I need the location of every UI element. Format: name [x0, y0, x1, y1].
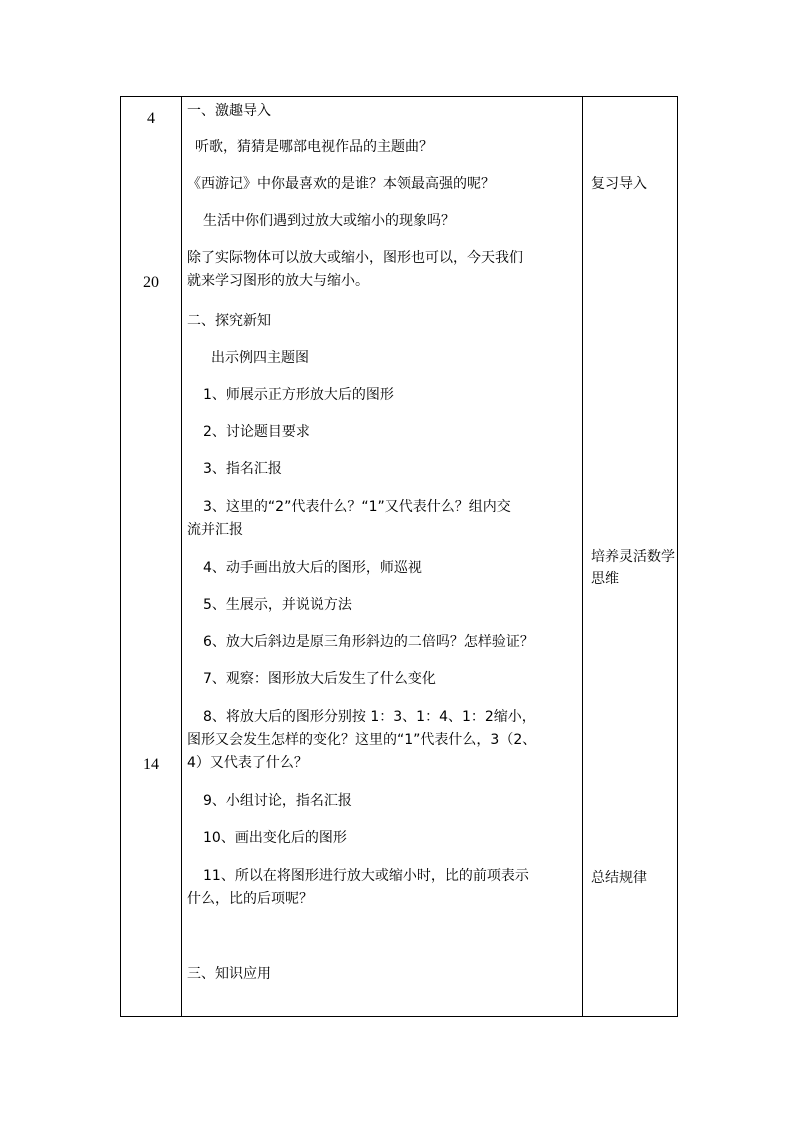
content-line: 生活中你们遇到过放大或缩小的现象吗？ — [203, 213, 455, 229]
note-cell-1: 复习导入 — [591, 176, 647, 192]
list-item: 4）又代表了什么？ — [187, 755, 308, 771]
list-item: 1、师展示正方形放大后的图形 — [203, 387, 394, 403]
list-item: 流并汇报 — [187, 522, 243, 538]
column-divider-time — [181, 97, 182, 1016]
list-item: 10、画出变化后的图形 — [203, 830, 347, 846]
section-heading-intro: 一、激趣导入 — [187, 103, 271, 119]
section-heading-explore: 二、探究新知 — [187, 313, 271, 329]
section-heading-apply: 三、知识应用 — [187, 966, 271, 982]
list-item: 2、讨论题目要求 — [203, 424, 310, 440]
list-item: 3、这里的“2”代表什么？“1”又代表什么？组内交 — [203, 499, 511, 515]
content-line: 出示例四主题图 — [211, 350, 309, 366]
content-line: 听歌，猜猜是哪部电视作品的主题曲？ — [195, 139, 433, 155]
list-item: 4、动手画出放大后的图形，师巡视 — [203, 560, 422, 576]
list-item: 3、指名汇报 — [203, 461, 282, 477]
content-line: 就来学习图形的放大与缩小。 — [187, 273, 369, 289]
list-item: 8、将放大后的图形分别按 1：3、1：4、1：2缩小， — [203, 709, 536, 725]
lesson-plan-table — [120, 96, 678, 1017]
list-item: 11、所以在将图形进行放大或缩小时，比的前项表示 — [203, 868, 529, 884]
time-cell-1: 4 — [147, 110, 155, 127]
list-item: 7、观察：图形放大后发生了什么变化 — [203, 671, 436, 687]
column-divider-notes — [582, 97, 583, 1016]
time-cell-3: 14 — [143, 756, 159, 773]
time-cell-2: 20 — [143, 274, 159, 291]
note-cell-2: 培养灵活数学思维 — [591, 549, 675, 587]
list-item: 图形又会发生怎样的变化？这里的“1”代表什么，3（2、 — [187, 732, 537, 748]
note-cell-3: 总结规律 — [591, 870, 647, 886]
list-item: 9、小组讨论，指名汇报 — [203, 793, 352, 809]
list-item: 什么，比的后项呢？ — [187, 891, 313, 907]
list-item: 6、放大后斜边是原三角形斜边的二倍吗？怎样验证？ — [203, 634, 534, 650]
content-line: 《西游记》中你最喜欢的是谁？本领最高强的呢？ — [187, 176, 495, 192]
content-line: 除了实际物体可以放大或缩小，图形也可以，今天我们 — [187, 250, 523, 266]
list-item: 5、生展示，并说说方法 — [203, 597, 352, 613]
